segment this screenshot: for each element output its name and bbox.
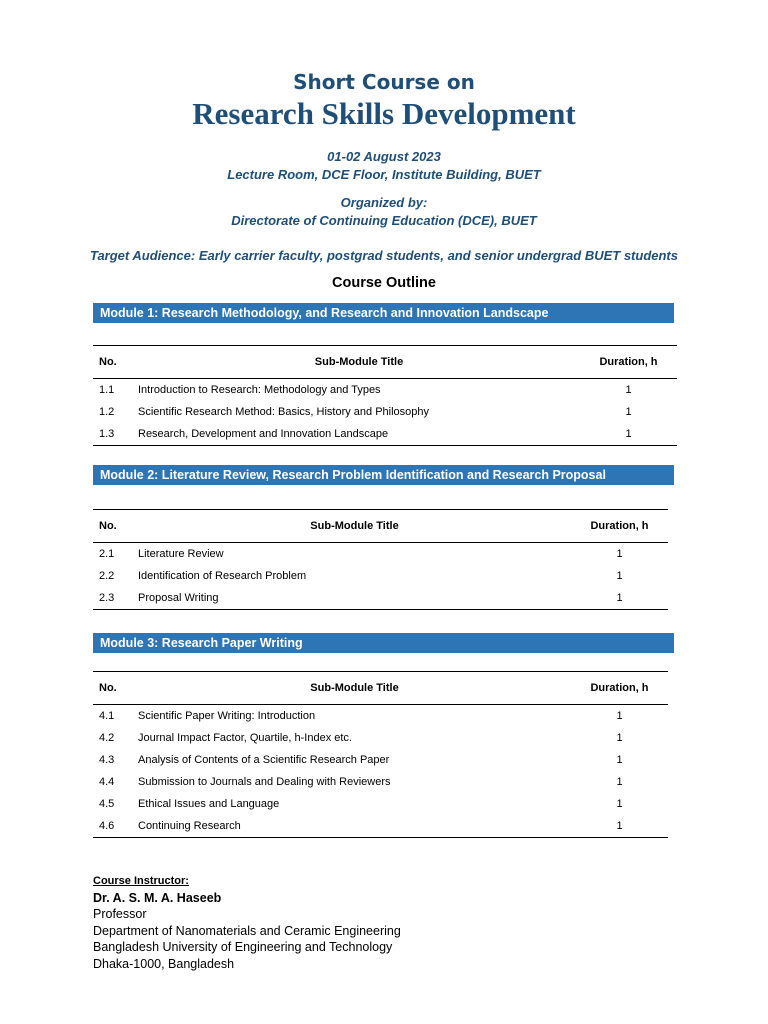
row-no: 4.3 (99, 754, 115, 766)
row-duration: 1 (616, 570, 623, 582)
row-title: Literature Review (138, 548, 224, 560)
table-row (93, 793, 668, 815)
table-row (93, 705, 668, 728)
module-2-title: Module 2: Literature Review, Research Problem Identification and Research Proposal (93, 465, 674, 485)
row-no: 2.3 (93, 587, 138, 610)
row-title: Proposal Writing (138, 587, 571, 610)
row-duration: 1 (625, 406, 632, 418)
instructor-block (93, 873, 401, 972)
instructor-department: Department of Nanomaterials and Ceramic Engineering (93, 923, 401, 938)
header-duration: Duration, h (580, 346, 677, 379)
table-row (93, 543, 668, 566)
row-duration: 1 (580, 423, 677, 446)
row-no: 4.5 (99, 798, 115, 810)
row-title: Scientific Paper Writing: Introduction (138, 710, 316, 722)
row-no: 2.1 (99, 548, 115, 560)
table-row (93, 423, 677, 446)
course-date: 01-02 August 2023 (327, 149, 441, 164)
row-title: Continuing Research (138, 815, 571, 838)
header-title: Sub-Module Title (138, 672, 571, 705)
header-title: Sub-Module Title (138, 510, 571, 543)
organized-by-label: Organized by: (340, 195, 428, 210)
row-no: 2.2 (99, 570, 115, 582)
organizer-name: Directorate of Continuing Education (DCE), BUET (231, 213, 537, 228)
table-row (93, 587, 668, 610)
header-no: No. (93, 510, 138, 543)
table-row (93, 771, 668, 793)
module-3-title: Module 3: Research Paper Writing (93, 633, 674, 653)
row-title: Scientific Research Method: Basics, History and Philosophy (138, 406, 430, 418)
row-duration: 1 (571, 815, 668, 838)
instructor-label: Course Instructor: (93, 875, 189, 887)
course-venue: Lecture Room, DCE Floor, Institute Building, BUET (227, 167, 541, 182)
module-1-title: Module 1: Research Methodology, and Research and Innovation Landscape (93, 303, 674, 323)
row-no: 1.3 (93, 423, 138, 446)
row-duration: 1 (616, 754, 623, 766)
row-title: Submission to Journals and Dealing with Reviewers (138, 776, 391, 788)
row-title: Journal Impact Factor, Quartile, h-Index etc. (138, 732, 352, 744)
row-title: Ethical Issues and Language (138, 798, 280, 810)
row-duration: 1 (616, 798, 623, 810)
header-no: No. (93, 346, 138, 379)
row-no: 4.4 (99, 776, 115, 788)
row-duration: 1 (616, 710, 623, 722)
table-row (93, 727, 668, 749)
module-1-table (93, 345, 677, 446)
row-no: 4.2 (99, 732, 115, 744)
course-outline-heading: Course Outline (332, 275, 436, 291)
header-title: Sub-Module Title (138, 346, 580, 379)
row-title: Research, Development and Innovation Landscape (138, 423, 580, 446)
row-title: Identification of Research Problem (138, 570, 307, 582)
header-duration: Duration, h (571, 672, 668, 705)
table-row (93, 815, 668, 838)
row-no: 4.6 (93, 815, 138, 838)
row-duration: 1 (616, 776, 623, 788)
table-header-row (93, 672, 668, 705)
row-duration: 1 (616, 548, 623, 560)
module-2-table (93, 509, 668, 610)
instructor-university: Bangladesh University of Engineering and Technology (93, 940, 393, 954)
row-duration: 1 (616, 732, 623, 744)
short-course-heading: Short Course on (293, 70, 475, 94)
row-no: 1.2 (99, 406, 115, 418)
course-title: Research Skills Development (192, 96, 576, 131)
row-title: Analysis of Contents of a Scientific Research Paper (138, 754, 390, 766)
row-no: 4.1 (99, 710, 115, 722)
instructor-address: Dhaka-1000, Bangladesh (93, 956, 235, 971)
instructor-name: Dr. A. S. M. A. Haseeb (93, 890, 222, 905)
table-header-row (93, 346, 677, 379)
instructor-position: Professor (93, 907, 147, 921)
row-duration: 1 (625, 384, 632, 396)
module-3-table (93, 671, 668, 838)
table-row (93, 565, 668, 587)
header-no: No. (93, 672, 138, 705)
row-title: Introduction to Research: Methodology and Types (138, 384, 381, 396)
row-no: 1.1 (99, 384, 115, 396)
target-audience: Target Audience: Early carrier faculty, postgrad students, and senior undergrad BUET students (89, 248, 678, 263)
table-row (93, 401, 677, 423)
table-row (93, 379, 677, 402)
header-duration: Duration, h (571, 510, 668, 543)
table-header-row (93, 510, 668, 543)
table-row (93, 749, 668, 771)
row-duration: 1 (571, 587, 668, 610)
